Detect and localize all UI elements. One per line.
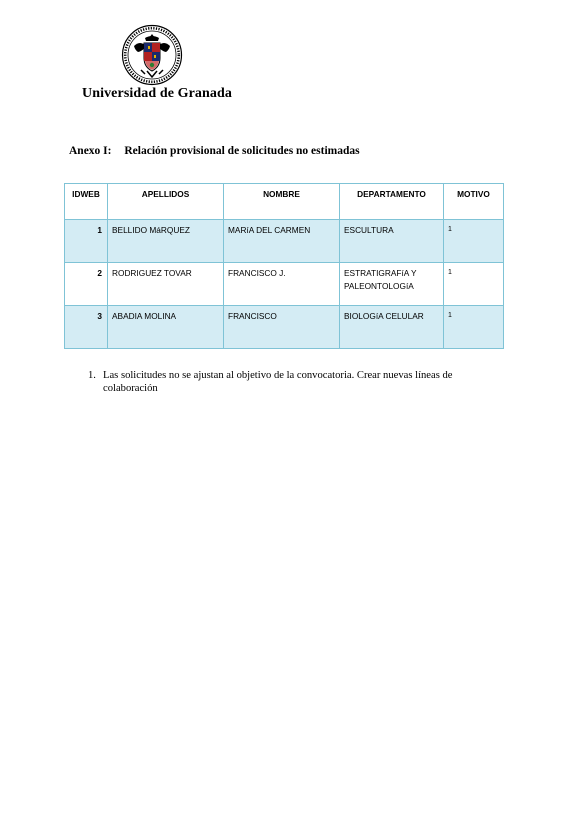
cell-idweb: 2 (65, 263, 108, 306)
cell-apellidos: RODRIGUEZ TOVAR (108, 263, 224, 306)
footnote-text: Las solicitudes no se ajustan al objetivo de la convocatoria. Crear nuevas líneas de colaboración (103, 370, 453, 394)
cell-departamento: ESCULTURA (340, 220, 444, 263)
annex-title: Relación provisional de solicitudes no estimadas (124, 145, 360, 157)
column-header-nombre: NOMBRE (224, 184, 340, 220)
university-name: Universidad de Granada (82, 86, 232, 101)
table-row (65, 220, 504, 263)
column-header-motivo: MOTIVO (444, 184, 504, 220)
cell-motivo: 1 (444, 306, 504, 349)
cell-departamento: ESTRATIGRAFíA Y PALEONTOLOGíA (340, 263, 444, 306)
column-header-departamento: DEPARTAMENTO (340, 184, 444, 220)
university-seal-logo (121, 24, 183, 86)
cell-apellidos: ABADIA MOLINA (108, 306, 224, 349)
cell-apellidos: BELLIDO MáRQUEZ (108, 220, 224, 263)
annex-heading (69, 145, 360, 157)
footnote-item (88, 369, 498, 395)
annex-label: Anexo I: (69, 145, 112, 157)
footnote-list (88, 369, 498, 395)
table-row (65, 263, 504, 306)
cell-nombre: FRANCISCO (224, 306, 340, 349)
cell-motivo: 1 (444, 263, 504, 306)
column-header-idweb: IDWEB (65, 184, 108, 220)
column-header-apellidos: APELLIDOS (108, 184, 224, 220)
requests-table (64, 183, 504, 349)
cell-nombre: FRANCISCO J. (224, 263, 340, 306)
footnote-number: 1. (88, 370, 96, 381)
cell-idweb: 1 (65, 220, 108, 263)
cell-motivo: 1 (444, 220, 504, 263)
table-row (65, 306, 504, 349)
cell-departamento: BIOLOGíA CELULAR (340, 306, 444, 349)
cell-nombre: MARíA DEL CARMEN (224, 220, 340, 263)
table-header-row (65, 184, 504, 220)
cell-idweb: 3 (65, 306, 108, 349)
